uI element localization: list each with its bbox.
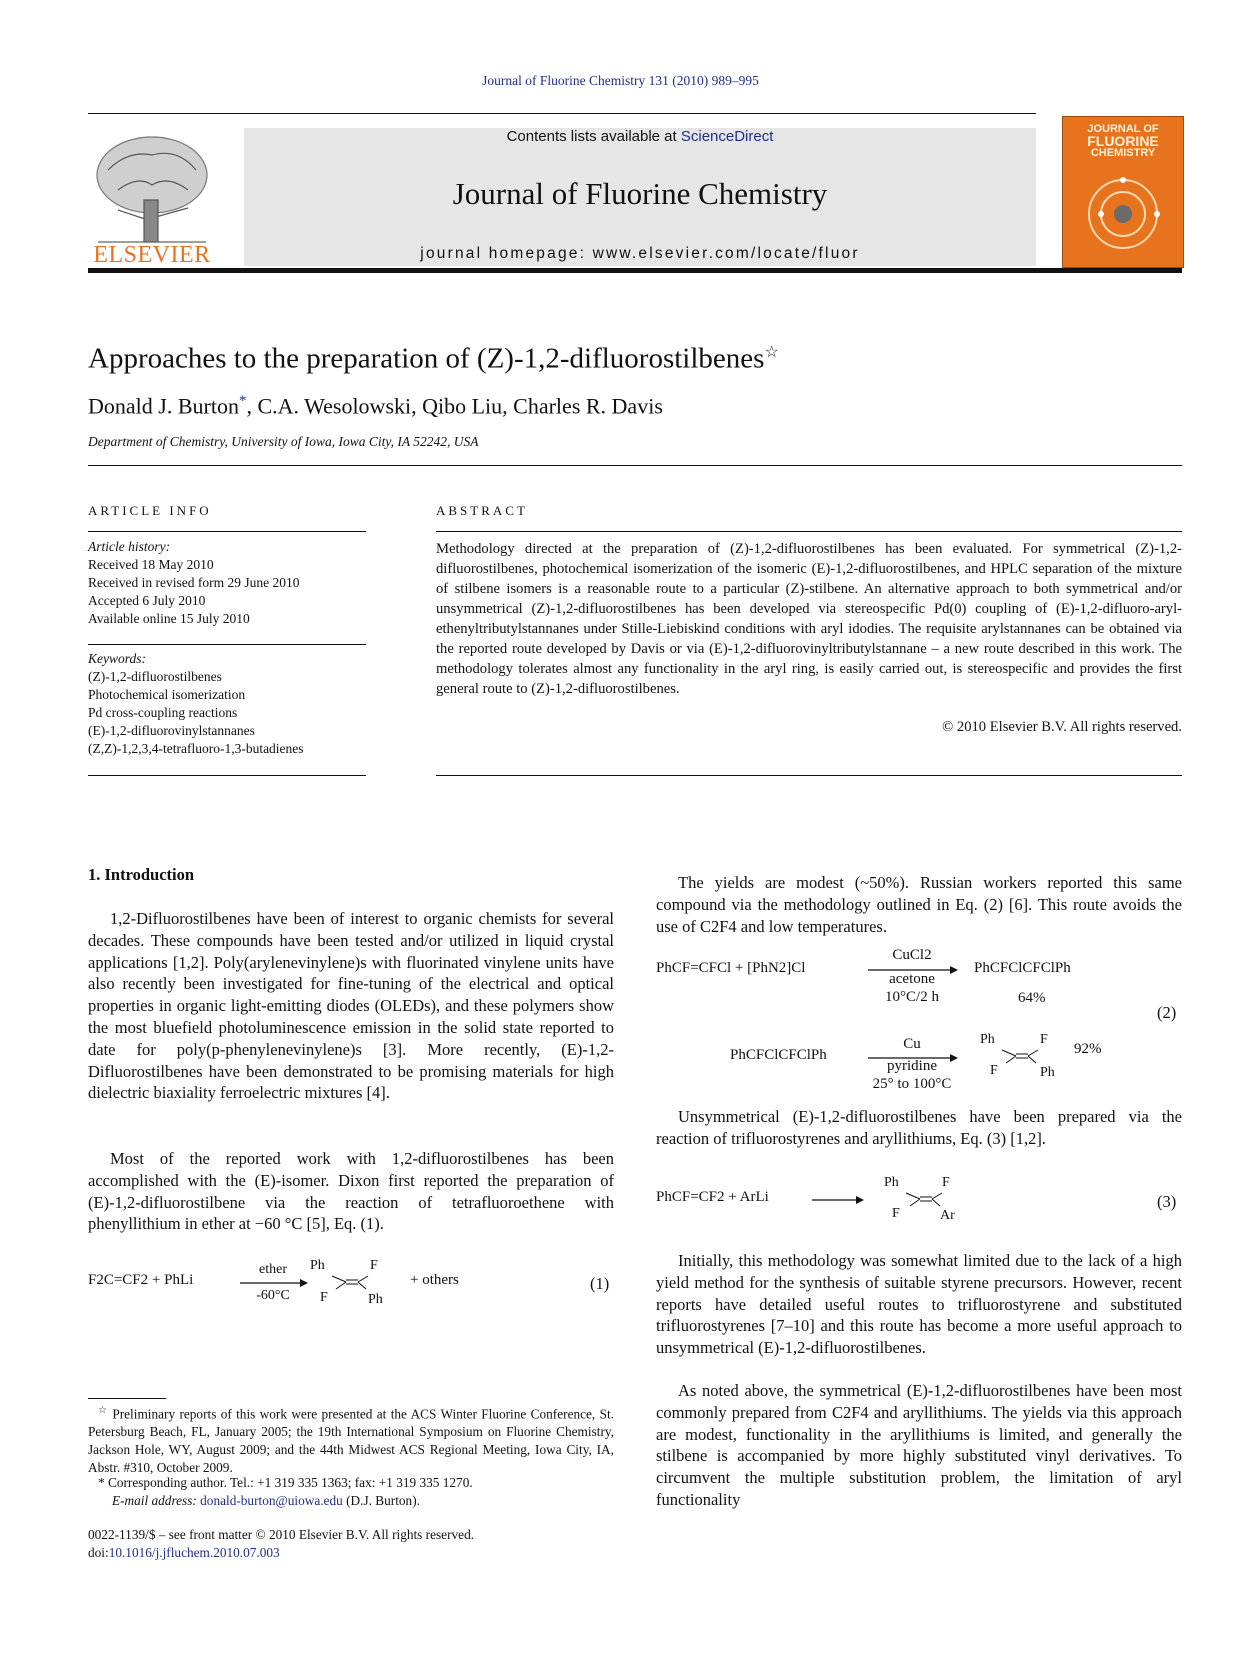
email-suffix: (D.J. Burton). bbox=[346, 1493, 420, 1508]
cover-title-line: JOURNAL OF bbox=[1087, 123, 1159, 135]
eq2-condition2: 25° to 100°C bbox=[872, 1076, 952, 1092]
contents-prefix: Contents lists available at bbox=[506, 128, 681, 145]
eq2-yield2: 92% bbox=[1074, 1041, 1102, 1057]
cover-title bbox=[1063, 123, 1183, 159]
article-info-heading: ARTICLE INFO bbox=[88, 503, 212, 518]
header-top-rule bbox=[88, 113, 1036, 114]
journal-homepage[interactable]: journal homepage: www.elsevier.com/locate/fluor bbox=[420, 245, 860, 262]
intro-paragraph-4: Unsymmetrical (E)-1,2-difluorostilbenes have been prepared via the reaction of trifluorostyrenes and aryllithiums, Eq. (3) [1,2]. bbox=[656, 1107, 1182, 1148]
keyword: (Z,Z)-1,2,3,4-tetrafluoro-1,3-butadienes bbox=[88, 741, 304, 756]
history-label: Article history: bbox=[88, 539, 171, 554]
contents-line bbox=[244, 128, 1036, 145]
cover-title-line: CHEMISTRY bbox=[1090, 147, 1156, 159]
intro-paragraph-2: Most of the reported work with 1,2-difluorostilbenes has been accomplished with the (E)-isomer. Dixon first reported the preparation of (E)-1,2-difluorostilbene via the reaction of tetrafluoroethene with phenyllithium in ether at −60 °C [5], Eq. (1). bbox=[88, 1149, 614, 1234]
front-matter: 0022-1139/$ – see front matter © 2010 Elsevier B.V. All rights reserved. bbox=[88, 1527, 475, 1542]
footnote-corresponding: * Corresponding author. Tel.: +1 319 335 1363; fax: +1 319 335 1270. bbox=[98, 1475, 473, 1490]
intro-paragraph-3: The yields are modest (~50%). Russian workers reported this same compound via the methodology outlined in Eq. (2) [6]. This route avoids the use of C2F4 and low temperatures. bbox=[656, 873, 1182, 936]
affiliation: Department of Chemistry, University of Iowa, Iowa City, IA 52242, USA bbox=[88, 434, 479, 449]
email-label: E-mail address: bbox=[112, 1493, 197, 1508]
history-revised: Received in revised form 29 June 2010 bbox=[88, 575, 300, 590]
eq3-atom: F bbox=[942, 1175, 950, 1190]
keyword: (Z)-1,2-difluorostilbenes bbox=[88, 669, 222, 684]
abstract-rule bbox=[436, 775, 1182, 776]
eq3-atom: Ph bbox=[884, 1175, 899, 1190]
eq2-solvent: acetone bbox=[889, 971, 935, 987]
eq1-reagent: ether bbox=[259, 1262, 287, 1277]
intro-paragraph-1: 1,2-Difluorostilbenes have been of interest to organic chemists for several decades. These compounds have been tested and/or utilized in liquid crystal applications [1,2]. Poly(arylenevinylene)s with fluorinated vinylene units have also recently been investigated for fine-tuning of the electrical and optical properties in organic light-emitting diodes (OLEDs), and these polymers show the most bluefield photoluminescence emission in the solid state reported to date for poly(p-phenylenevinylene)s [3]. More recently, (E)-1,2-Difluorostilbenes have been demonstrated to be promising materials for high dielectric biaxiality ferroelectric mixtures [4]. bbox=[88, 909, 614, 1103]
publisher-wordmark: ELSEVIER bbox=[93, 242, 211, 268]
cover-title-line: FLUORINE bbox=[1087, 133, 1159, 149]
author-burton: Donald J. Burton bbox=[88, 393, 239, 419]
eq3-number: (3) bbox=[1157, 1192, 1177, 1211]
elsevier-logo bbox=[88, 130, 216, 268]
doi-link[interactable]: 10.1016/j.jfluchem.2010.07.003 bbox=[108, 1545, 280, 1560]
history-accepted: Accepted 6 July 2010 bbox=[88, 593, 206, 608]
eq2-number: (2) bbox=[1157, 1003, 1177, 1022]
eq2-reactants: PhCF=CFCl + [PhN2]Cl bbox=[656, 960, 806, 976]
eq2-condition: 10°C/2 h bbox=[885, 989, 939, 1005]
eq2-reagent: CuCl2 bbox=[892, 947, 932, 963]
journal-name: Journal of Fluorine Chemistry bbox=[452, 176, 828, 211]
footnote-star-text: Preliminary reports of this work were presented at the ACS Winter Fluorine Conference, St. Petersburg Beach, FL, January 2005; the 19th International Symposium on Fluorine Chemistry, Jackson Hole, WY, August 2009; and the 44th Midwest ACS Regional Meeting, Iowa City, IA, Abstr. #310, October 2009. bbox=[88, 1406, 614, 1476]
abstract-copyright: © 2010 Elsevier B.V. All rights reserved. bbox=[942, 719, 1182, 735]
eq1-condition: -60°C bbox=[256, 1288, 290, 1303]
info-rule bbox=[88, 775, 366, 776]
eq3-atom: F bbox=[892, 1206, 900, 1221]
eq1-arrow-icon bbox=[240, 1279, 308, 1287]
eq1-number: (1) bbox=[590, 1274, 610, 1293]
eq2-atom: F bbox=[990, 1063, 998, 1078]
intro-paragraph-5: Initially, this methodology was somewhat limited due to the lack of a high yield method for the synthesis of suitable styrene precursors. However, recent reports have detailed useful routes to trifluorostyrene and substituted trifluorostyrenes [7–10] and this route has become a more useful approach to unsymmetrical (E)-1,2-difluorostilbenes. bbox=[656, 1251, 1182, 1358]
eq2-atom: Ph bbox=[1040, 1065, 1055, 1080]
eq3-reactants: PhCF=CF2 + ArLi bbox=[656, 1189, 769, 1205]
doi-prefix: doi: bbox=[88, 1545, 109, 1560]
eq1-alkene-bond-icon bbox=[328, 1274, 370, 1290]
keyword: Pd cross-coupling reactions bbox=[88, 705, 238, 720]
eq2-reactant2: PhCFClCFClPh bbox=[730, 1047, 827, 1063]
eq2-atom: F bbox=[1040, 1032, 1048, 1047]
title-footnote-mark[interactable]: ☆ bbox=[764, 344, 779, 361]
atom-icon bbox=[1081, 172, 1165, 256]
intro-paragraph-6: As noted above, the symmetrical (E)-1,2-difluorostilbenes have been most commonly prepared from C2F4 and aryllithiums. The yields via this approach are modest, functionality in the aryllithiums is limited, and generally the stilbene is accompanied by more highly substituted vinyl derivatives. To circumvent the multiple substitution problem, the limitation of aryl functionality bbox=[656, 1381, 1182, 1509]
corresponding-author-mark[interactable]: * bbox=[238, 393, 247, 409]
abstract-text: Methodology directed at the preparation of (Z)-1,2-difluorostilbenes has been evaluated. For symmetrical (Z)-1,2-difluorostilbenes, photochemical isomerization of the isomeric (E)-1,2-difluorostilbenes, and HPLC separation of the mixture of stilbene isomers is a reasonable route to a particular (Z)-stilbene. An alternative approach to both symmetrical and/or unsymmetrical (Z)-1,2-difluorostilbenes has been developed via stereospecific Pd(0) coupling of (E)-1,2-difluoro-aryl-ethenyltributylstannanes under Stille-Liebiskind conditions with aryl idodies. The requisite arylstannanes can be obtained via the reported route developed by Davis or via (E)-1,2-difluorovinyltributylstannane – a new route described in this work. The methodology tolerates almost any functionality in the aryl ring, is easily carried out, is stereospecific and provides the first general route to (Z)-1,2-difluorostilbenes. bbox=[436, 541, 1182, 697]
footnote-rule bbox=[88, 1398, 166, 1399]
eq3-arrow-icon bbox=[812, 1196, 864, 1204]
eq1-atom: F bbox=[320, 1290, 328, 1305]
journal-cover-thumbnail bbox=[1062, 116, 1184, 268]
header-bottom-rule bbox=[88, 268, 1182, 273]
keywords-label: Keywords: bbox=[88, 651, 146, 666]
eq2-product: PhCFClCFClPh bbox=[974, 960, 1071, 976]
article-title-text: Approaches to the preparation of (Z)-1,2-difluorostilbenes bbox=[88, 342, 765, 375]
eq1-atom: Ph bbox=[310, 1258, 325, 1273]
author-list bbox=[88, 393, 663, 419]
article-history bbox=[88, 538, 366, 628]
eq2-reagent2: Cu bbox=[903, 1036, 921, 1052]
history-received: Received 18 May 2010 bbox=[88, 557, 214, 572]
article-title bbox=[88, 342, 779, 376]
eq2-yield: 64% bbox=[1018, 990, 1046, 1006]
keyword: (E)-1,2-difluorovinylstannanes bbox=[88, 723, 255, 738]
info-rule bbox=[88, 644, 366, 645]
eq1-others: + others bbox=[410, 1272, 459, 1288]
doi-line bbox=[88, 1545, 280, 1561]
journal-reference-link[interactable]: Journal of Fluorine Chemistry 131 (2010) 989–995 bbox=[482, 73, 759, 88]
footnote-email bbox=[112, 1493, 420, 1509]
eq2-alkene-bond-icon bbox=[998, 1048, 1040, 1064]
abstract-heading: ABSTRACT bbox=[436, 503, 528, 518]
title-bottom-rule bbox=[88, 465, 1182, 466]
eq3-alkene-bond-icon bbox=[902, 1191, 944, 1207]
footnote-star: ☆ Preliminary reports of this work were presented at the ACS Winter Fluorine Conference, St. Petersburg Beach, FL, January 2005; the 19th International Symposium on Fluorine Chemistry, Jackson Hole, WY, August 2009; and the 44th Midwest ACS Regional Meeting, Iowa City, IA, Abstr. #310, October 2009. bbox=[88, 1405, 614, 1476]
sciencedirect-link[interactable]: ScienceDirect bbox=[680, 128, 774, 145]
keyword: Photochemical isomerization bbox=[88, 687, 246, 702]
section-heading-introduction: 1. Introduction bbox=[88, 865, 195, 884]
corresponding-text: Corresponding author. Tel.: +1 319 335 1363; fax: +1 319 335 1270. bbox=[107, 1475, 473, 1490]
eq1-reactants: F2C=CF2 + PhLi bbox=[88, 1272, 194, 1288]
eq1-atom: Ph bbox=[368, 1292, 383, 1307]
eq1-atom: F bbox=[370, 1258, 378, 1273]
author-others: , C.A. Wesolowski, Qibo Liu, Charles R. Davis bbox=[246, 393, 663, 419]
eq2-solvent2: pyridine bbox=[887, 1058, 937, 1074]
eq2-atom: Ph bbox=[980, 1032, 995, 1047]
history-online: Available online 15 July 2010 bbox=[88, 611, 250, 626]
eq3-atom: Ar bbox=[940, 1208, 955, 1223]
email-link[interactable]: donald-burton@uiowa.edu bbox=[200, 1493, 343, 1508]
abstract-rule bbox=[436, 531, 1182, 532]
keywords bbox=[88, 650, 366, 758]
info-rule bbox=[88, 531, 366, 532]
